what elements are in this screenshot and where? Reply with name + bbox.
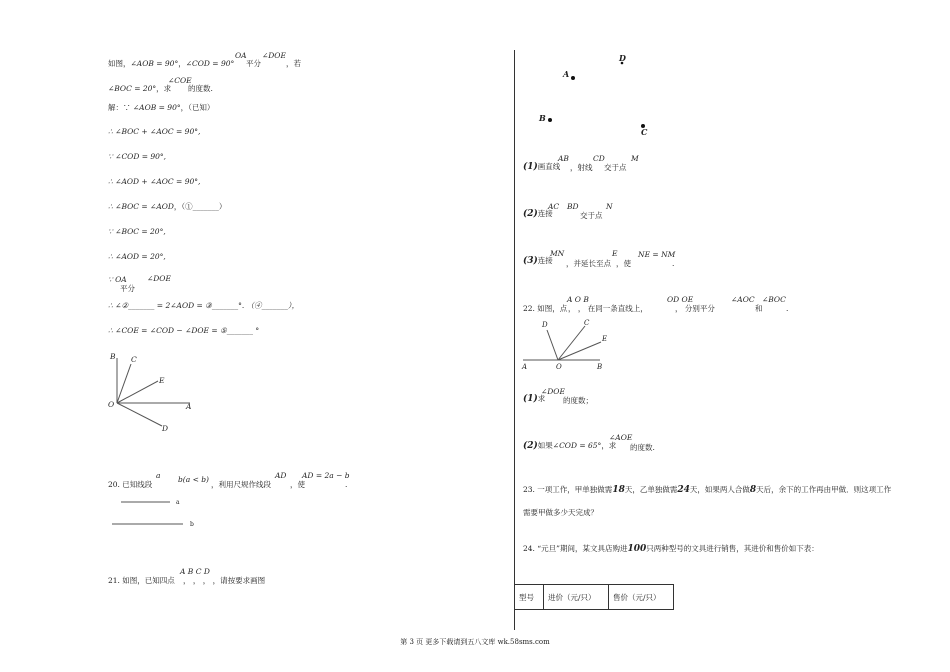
q24-line: 24. “元旦”期间，某文具店购进100只两种型号的文具进行销售，其进价和售价如下表： [523, 544, 819, 554]
ray-oe [117, 381, 158, 403]
label-d: D [162, 424, 169, 433]
ray-od [117, 403, 162, 426]
q22-line: ， ， 在同一条直线上， [568, 304, 648, 313]
label-e: E [159, 376, 165, 385]
p3-mn: MN [550, 249, 565, 258]
q22-end: . [786, 304, 789, 313]
label-o: O [108, 400, 115, 409]
q22-2-aoe: ∠AOE [609, 433, 633, 442]
sol-l1: ∴ ∠BOC + ∠AOC = 90°, [108, 127, 201, 136]
ray-od3 [547, 330, 558, 360]
table-header-type: 型号 [515, 585, 544, 610]
page-footer: 第 3 页 更多下载请到五八文库 wk.58sms.com [400, 638, 550, 646]
segment-a-label: a [176, 499, 180, 506]
point-a [571, 76, 575, 80]
sol-l5: ∵ ∠BOC = 20°, [108, 227, 166, 236]
q-oa: OA [235, 51, 247, 60]
p2-bd: BD [567, 202, 579, 211]
q22-part2-end: 的度数. [630, 443, 655, 452]
label-b: B [110, 352, 116, 361]
q22-part1: (1)求 [523, 394, 546, 404]
p3-end: . [672, 259, 675, 268]
fig3-label-b: B [597, 363, 603, 371]
q19-intro: 如图，∠AOB = 90°，∠COD = 90° [108, 59, 235, 68]
p2-ac: AC [548, 202, 560, 211]
q21-points: A B C D [180, 567, 210, 576]
fig3-label-e: E [602, 335, 608, 343]
q20-a: a [156, 471, 161, 480]
sol-l8: ∴ ∠②_______ = 2∠AOD = ③_______°. （④_______）， [108, 301, 300, 310]
q22-od-oe: OD OE [667, 295, 694, 304]
sol-l4: ∴ ∠BOC = ∠AOD，（①_______） [108, 202, 227, 211]
fig3-label-a: A [522, 363, 528, 371]
q22-points: A O B [567, 295, 589, 304]
q22-and: 和 [755, 304, 763, 313]
q23-line1: 23. 一项工作，甲单独做需18天，乙单独做需24天，如果两人合做8天后，余下的工作再由甲做．则这项工作 [523, 485, 892, 495]
column-divider [514, 50, 515, 630]
fig2-label-b: B [539, 113, 546, 123]
sol-l7b: 平分 [120, 284, 135, 293]
q20-rule: ，利用尺规作线段 [211, 480, 271, 489]
sol-l2: ∵ ∠COD = 90°, [108, 152, 167, 161]
sol-l7-sup: ∠DOE [147, 274, 171, 283]
price-table [514, 584, 674, 610]
sol-l9: ∴ ∠COE = ∠COD − ∠DOE = ⑤_______ ° [108, 326, 260, 335]
segment-b-label: b [190, 521, 194, 528]
fig3-label-d: D [542, 321, 548, 329]
q22-aoc: ∠AOC [731, 295, 755, 304]
q22-part2: (2)如果∠COD = 65°，求 [523, 441, 617, 451]
sol-line: 解：∵ ∠AOB = 90°，（已知） [108, 103, 215, 112]
q20-eq: AD = 2a − b [302, 471, 350, 480]
p3-e: E [612, 249, 618, 258]
fig3-label-c: C [584, 319, 590, 327]
q20-b: b(a < b) [178, 475, 209, 484]
q20-end: . [345, 480, 348, 489]
q22-text: 22. 如图，点 [523, 304, 568, 313]
q-bisect: 平分 [246, 59, 261, 68]
q20-text: 20. 已知线段 [108, 480, 153, 489]
q22-1-doe: ∠DOE [541, 387, 565, 396]
q22-part1-end: 的度数； [563, 396, 593, 405]
ray-oc3 [558, 326, 585, 360]
q23-line2: 需要甲做多少天完成？ [523, 508, 598, 517]
fig2-label-d: D [619, 53, 626, 63]
p2-n: N [606, 202, 613, 211]
label-c: C [131, 355, 137, 364]
p1-meet: 交于点 [604, 163, 627, 172]
point-b [548, 118, 552, 122]
q-if: ，若 [286, 59, 301, 68]
fig3-label-o: O [556, 363, 562, 371]
table-header-price: 售价（元/只） [609, 585, 674, 610]
q22-boc: ∠BOC [762, 295, 786, 304]
fig2-label-c: C [641, 127, 648, 137]
p2-meet: 交于点 [580, 211, 603, 220]
p3-make: ，使 [616, 259, 631, 268]
q20-ad: AD [275, 471, 287, 480]
p3-extend: ，并延长至点 [566, 259, 611, 268]
q21-text: 21. 如图，已知四点 [108, 576, 175, 585]
label-a: A [186, 402, 192, 411]
q19-line2: ∠BOC = 20°，求 [108, 84, 172, 93]
p3-eq: NE = NM [638, 250, 676, 259]
p1-line: (1)画直线 [523, 162, 561, 172]
q-deg: 的度数. [188, 84, 213, 93]
sol-l3: ∴ ∠AOD + ∠AOC = 90°, [108, 177, 201, 186]
p1-ab: AB [558, 154, 569, 163]
sol-l7a: ∵ OA [108, 275, 127, 284]
p1-m: M [631, 154, 639, 163]
q22-bisect: ， 分别平分 [675, 304, 715, 313]
p1-ray: ，射线 [570, 163, 593, 172]
q20-make: ，使 [290, 480, 305, 489]
p2-line: (2)连接 [523, 209, 553, 219]
q21-end: ， ， ， ，请按要求画图 [183, 576, 266, 585]
ray-oe3 [558, 342, 601, 360]
sol-l6: ∴ ∠AOD = 20°, [108, 252, 166, 261]
p1-cd: CD [593, 154, 605, 163]
table-row [515, 585, 674, 610]
table-header-cost: 进价（元/只） [544, 585, 609, 610]
q-coe: ∠COE [168, 76, 192, 85]
p3-line: (3)连接 [523, 256, 553, 266]
q-doe: ∠DOE [262, 51, 286, 60]
fig2-label-a: A [563, 69, 570, 79]
